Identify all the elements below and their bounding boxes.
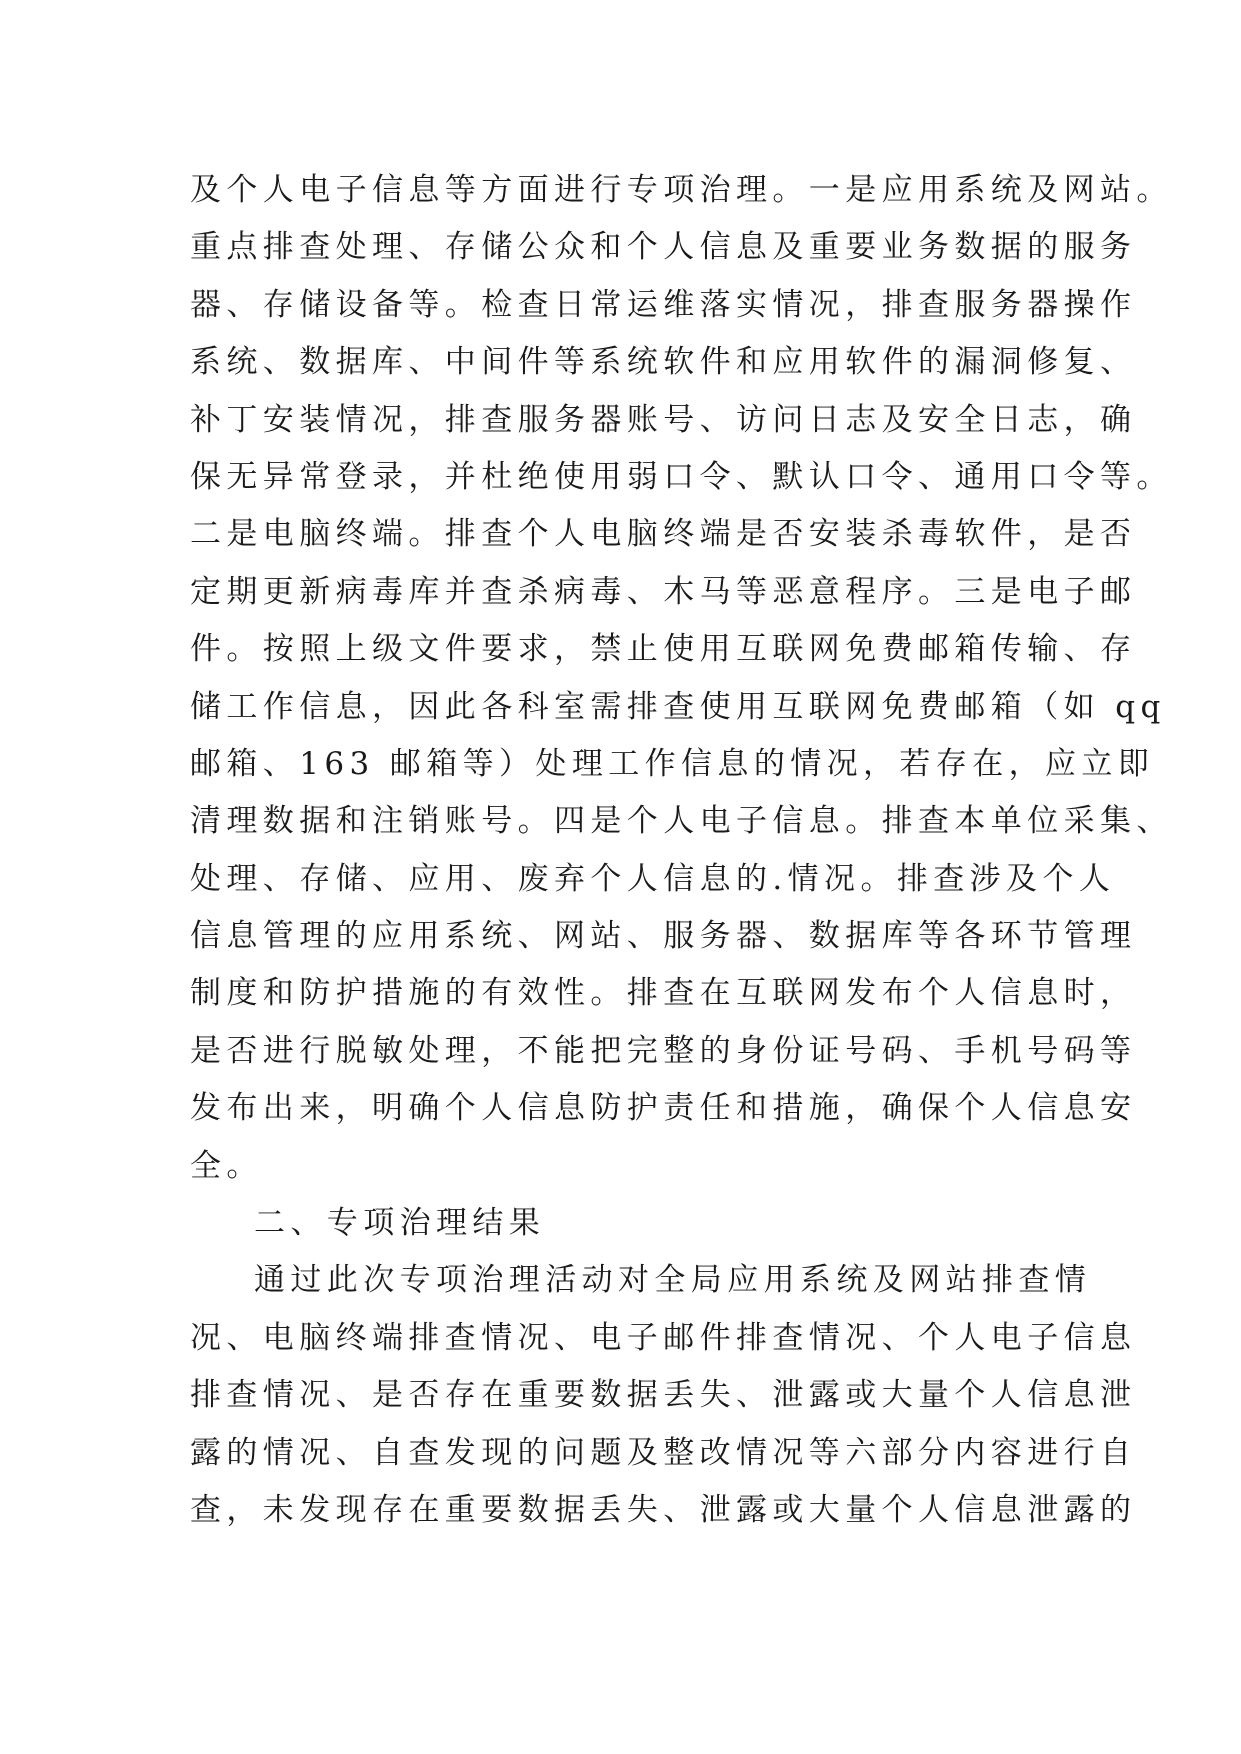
paragraph-line: 系统、数据库、中间件等系统软件和应用软件的漏洞修复、	[190, 344, 1137, 381]
paragraph-line: 保无异常登录，并杜绝使用弱口令、默认口令、通用口令等。	[190, 458, 1173, 495]
paragraph-line: 二是电脑终端。排查个人电脑终端是否安装杀毒软件，是否	[190, 516, 1137, 553]
paragraph-line: 露的情况、自查发现的问题及整改情况等六部分内容进行自	[190, 1434, 1137, 1471]
paragraph-line: 处理、存储、应用、废弃个人信息的.情况。排查涉及个人	[190, 860, 1116, 897]
paragraph-line: 制度和防护措施的有效性。排查在互联网发布个人信息时，	[190, 975, 1137, 1012]
paragraph-line: 排查情况、是否存在重要数据丢失、泄露或大量个人信息泄	[190, 1377, 1137, 1414]
paragraph-line: 及个人电子信息等方面进行专项治理。一是应用系统及网站。	[190, 172, 1173, 208]
paragraph-line: 是否进行脱敏处理，不能把完整的身份证号码、手机号码等	[190, 1032, 1137, 1069]
paragraph-line: 件。按照上级文件要求，禁止使用互联网免费邮箱传输、存	[190, 631, 1137, 668]
paragraph-line: 器、存储设备等。检查日常运维落实情况，排查服务器操作	[190, 286, 1137, 323]
paragraph-line: 清理数据和注销账号。四是个人电子信息。排查本单位采集、	[190, 803, 1173, 840]
paragraph-line: 储工作信息，因此各科室需排查使用互联网免费邮箱（如 qq	[190, 688, 1166, 725]
section-heading: 二、专项治理结果	[254, 1205, 546, 1242]
paragraph-line: 况、电脑终端排查情况、电子邮件排查情况、个人电子信息	[190, 1319, 1137, 1356]
paragraph-line: 定期更新病毒库并查杀病毒、木马等恶意程序。三是电子邮	[190, 573, 1137, 610]
document-body	[190, 162, 1173, 1539]
paragraph-line: 补丁安装情况，排查服务器账号、访问日志及安全日志，确	[190, 401, 1137, 438]
paragraph-line: 全。	[190, 1147, 263, 1184]
paragraph-line: 信息管理的应用系统、网站、服务器、数据库等各环节管理	[190, 918, 1137, 955]
paragraph-line: 通过此次专项治理活动对全局应用系统及网站排查情	[254, 1262, 1092, 1299]
paragraph-line: 查，未发现存在重要数据丢失、泄露或大量个人信息泄露的	[190, 1491, 1137, 1528]
paragraph-line: 邮箱、163 邮箱等）处理工作信息的情况，若存在，应立即	[190, 745, 1155, 782]
paragraph-line: 发布出来，明确个人信息防护责任和措施，确保个人信息安	[190, 1090, 1137, 1127]
paragraph-line: 重点排查处理、存储公众和个人信息及重要业务数据的服务	[190, 229, 1137, 266]
